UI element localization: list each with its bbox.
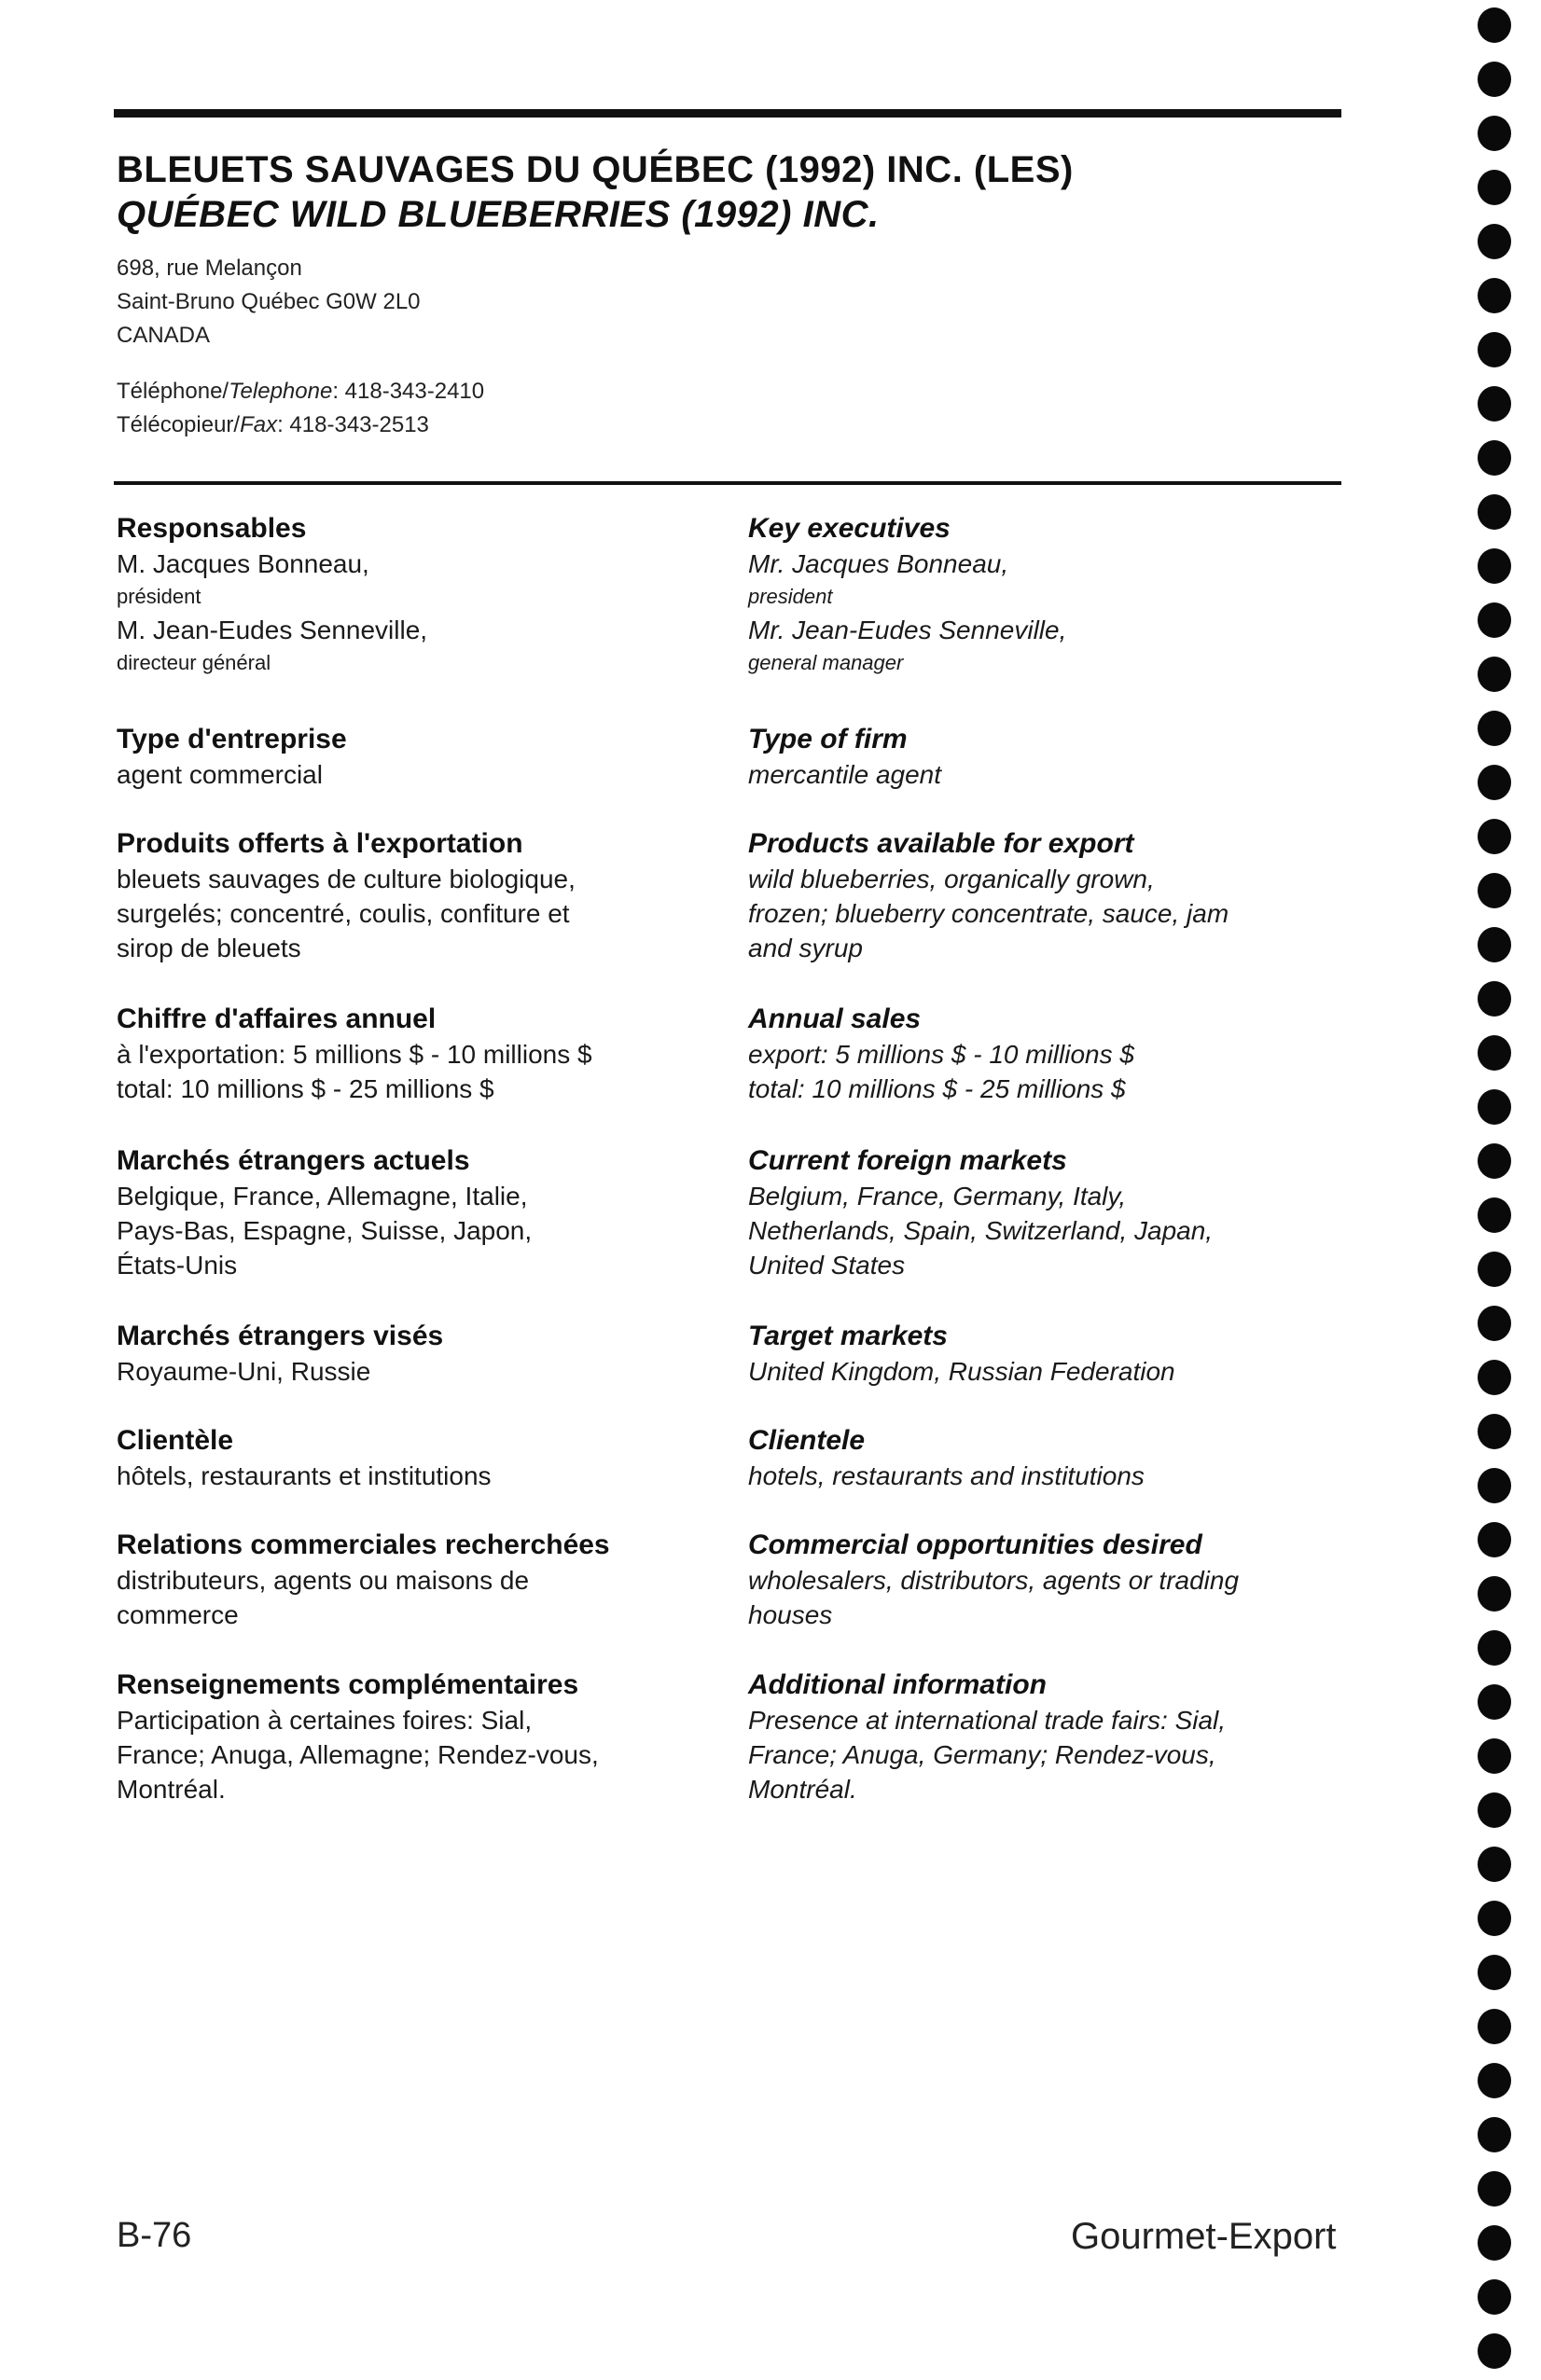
- en-section-line: houses: [748, 1600, 833, 1629]
- fr-section: [117, 1423, 751, 1493]
- fr-section-line: président: [117, 585, 201, 608]
- en-section-heading: Key executives: [748, 513, 951, 544]
- binding-hole: [1478, 116, 1511, 151]
- binding-hole: [1478, 927, 1511, 962]
- fr-section-line: M. Jacques Bonneau,: [117, 549, 369, 578]
- binding-hole: [1478, 1738, 1511, 1774]
- binding-hole: [1478, 765, 1511, 800]
- en-section-line: France; Anuga, Germany; Rendez-vous,: [748, 1740, 1216, 1769]
- en-section-line: Belgium, France, Germany, Italy,: [748, 1182, 1127, 1211]
- binding-hole: [1478, 2333, 1511, 2369]
- fr-section-line: sirop de bleuets: [117, 934, 301, 962]
- en-section-line: general manager: [748, 651, 904, 674]
- fr-section-line: surgelés; concentré, coulis, confiture et: [117, 899, 570, 928]
- fr-section-line: Pays-Bas, Espagne, Suisse, Japon,: [117, 1216, 533, 1245]
- binding-hole: [1478, 1847, 1511, 1882]
- fr-section-body: [117, 1563, 751, 1632]
- top-rule: [114, 109, 1341, 118]
- phone-value: : 418-343-2410: [332, 379, 485, 404]
- en-section: [748, 722, 1382, 792]
- en-section-body: [748, 862, 1382, 965]
- binding-hole: [1478, 2279, 1511, 2315]
- fr-section-body: [117, 757, 751, 792]
- binding-hole: [1478, 494, 1511, 530]
- binding-hole: [1478, 1901, 1511, 1936]
- binding-hole: [1478, 548, 1511, 584]
- binding-hole: [1478, 2117, 1511, 2152]
- en-section-line: Mr. Jean-Eudes Senneville,: [748, 616, 1067, 644]
- en-section-heading: Target markets: [748, 1321, 948, 1351]
- fr-section-heading: Produits offerts à l'exportation: [117, 828, 523, 859]
- fr-section-body: [117, 1703, 751, 1806]
- binding-holes: [1478, 0, 1515, 2380]
- binding-hole: [1478, 1684, 1511, 1720]
- binding-hole: [1478, 711, 1511, 746]
- fr-section-body: [117, 547, 751, 679]
- fr-section-line: à l'exportation: 5 millions $ - 10 millions $: [117, 1040, 592, 1069]
- phone-label-fr: Téléphone/: [117, 379, 229, 404]
- en-section-heading: Commercial opportunities desired: [748, 1529, 1202, 1560]
- fr-section-heading: Type d'entreprise: [117, 724, 347, 754]
- en-section-body: [748, 547, 1382, 679]
- binding-hole: [1478, 1089, 1511, 1125]
- fr-section: [117, 1319, 751, 1389]
- fr-section-heading: Relations commerciales recherchées: [117, 1529, 610, 1560]
- fr-section-body: [117, 862, 751, 965]
- binding-hole: [1478, 657, 1511, 692]
- company-name-fr: BLEUETS SAUVAGES DU QUÉBEC (1992) INC. (LES): [117, 149, 1074, 190]
- binding-hole: [1478, 1197, 1511, 1233]
- fr-section: [117, 1002, 751, 1106]
- binding-hole: [1478, 1414, 1511, 1449]
- binding-hole: [1478, 1035, 1511, 1071]
- binding-hole: [1478, 7, 1511, 43]
- binding-hole: [1478, 1360, 1511, 1395]
- fr-section-line: Participation à certaines foires: Sial,: [117, 1706, 533, 1735]
- contact-block: [117, 375, 484, 442]
- fr-section-heading: Marchés étrangers visés: [117, 1321, 444, 1351]
- binding-hole: [1478, 2063, 1511, 2098]
- en-section-line: Mr. Jacques Bonneau,: [748, 549, 1009, 578]
- en-section-body: [748, 1563, 1382, 1632]
- fr-section: [117, 1143, 751, 1282]
- en-section-heading: Additional information: [748, 1669, 1047, 1700]
- en-section: [748, 1423, 1382, 1493]
- fax-label-fr: Télécopieur/: [117, 412, 241, 437]
- address-country: CANADA: [117, 323, 211, 348]
- binding-hole: [1478, 1143, 1511, 1179]
- address-street: 698, rue Melançon: [117, 256, 302, 281]
- fr-section-line: France; Anuga, Allemagne; Rendez-vous,: [117, 1740, 599, 1769]
- en-section-body: [748, 1354, 1382, 1389]
- publication-title: Gourmet-Export: [1071, 2216, 1337, 2257]
- en-section: [748, 1667, 1382, 1806]
- fr-section-line: distributeurs, agents ou maisons de: [117, 1566, 530, 1595]
- en-section-line: wild blueberries, organically grown,: [748, 865, 1155, 893]
- en-section: [748, 826, 1382, 965]
- binding-hole: [1478, 62, 1511, 97]
- fr-section-heading: Chiffre d'affaires annuel: [117, 1003, 437, 1034]
- fr-section-heading: Responsables: [117, 513, 307, 544]
- fr-section: [117, 722, 751, 792]
- en-section-body: [748, 1179, 1382, 1282]
- fr-section-body: [117, 1037, 751, 1106]
- binding-hole: [1478, 2009, 1511, 2044]
- fr-section-heading: Clientèle: [117, 1425, 234, 1456]
- binding-hole: [1478, 386, 1511, 422]
- en-section-body: [748, 1459, 1382, 1493]
- fr-section-heading: Marchés étrangers actuels: [117, 1145, 470, 1176]
- phone-label-en: Telephone: [229, 379, 333, 404]
- binding-hole: [1478, 332, 1511, 367]
- en-section-line: mercantile agent: [748, 760, 942, 789]
- fr-section-line: agent commercial: [117, 760, 323, 789]
- fr-section-line: hôtels, restaurants et institutions: [117, 1461, 492, 1490]
- fr-section-line: Belgique, France, Allemagne, Italie,: [117, 1182, 528, 1211]
- en-section-line: Netherlands, Spain, Switzerland, Japan,: [748, 1216, 1214, 1245]
- fr-section-body: [117, 1354, 751, 1389]
- phone-line: [117, 375, 484, 408]
- address-block: [117, 252, 421, 353]
- en-section-line: frozen; blueberry concentrate, sauce, jam: [748, 899, 1229, 928]
- fr-section-line: directeur général: [117, 651, 271, 674]
- fr-section-body: [117, 1179, 751, 1282]
- fr-section-line: Montréal.: [117, 1775, 226, 1804]
- en-section-body: [748, 757, 1382, 792]
- binding-hole: [1478, 873, 1511, 908]
- fr-section-line: total: 10 millions $ - 25 millions $: [117, 1074, 494, 1103]
- binding-hole: [1478, 170, 1511, 205]
- en-section: [748, 511, 1382, 679]
- binding-hole: [1478, 278, 1511, 313]
- en-section-line: and syrup: [748, 934, 863, 962]
- binding-hole: [1478, 440, 1511, 476]
- fr-section-line: commerce: [117, 1600, 239, 1629]
- en-section-heading: Current foreign markets: [748, 1145, 1067, 1176]
- fr-section-line: bleuets sauvages de culture biologique,: [117, 865, 576, 893]
- fr-section-heading: Renseignements complémentaires: [117, 1669, 579, 1700]
- fr-section: [117, 826, 751, 965]
- en-section: [748, 1002, 1382, 1106]
- binding-hole: [1478, 2171, 1511, 2207]
- fr-section-line: Royaume-Uni, Russie: [117, 1357, 371, 1386]
- en-section: [748, 1528, 1382, 1632]
- binding-hole: [1478, 1306, 1511, 1341]
- company-name-en: QUÉBEC WILD BLUEBERRIES (1992) INC.: [117, 194, 880, 235]
- fr-section-line: M. Jean-Eudes Senneville,: [117, 616, 428, 644]
- en-section-line: United Kingdom, Russian Federation: [748, 1357, 1175, 1386]
- binding-hole: [1478, 1955, 1511, 1990]
- binding-hole: [1478, 1252, 1511, 1287]
- en-section-body: [748, 1037, 1382, 1106]
- page-number: B-76: [117, 2216, 192, 2255]
- en-section-line: total: 10 millions $ - 25 millions $: [748, 1074, 1126, 1103]
- en-section: [748, 1319, 1382, 1389]
- fax-label-en: Fax: [240, 412, 278, 437]
- en-section-line: president: [748, 585, 833, 608]
- binding-hole: [1478, 1792, 1511, 1828]
- binding-hole: [1478, 1468, 1511, 1503]
- en-section-heading: Type of firm: [748, 724, 908, 754]
- fr-section: [117, 1667, 751, 1806]
- section-rule: [114, 481, 1341, 485]
- en-section: [748, 1143, 1382, 1282]
- en-section-line: hotels, restaurants and institutions: [748, 1461, 1145, 1490]
- binding-hole: [1478, 819, 1511, 854]
- fax-value: : 418-343-2513: [277, 412, 429, 437]
- en-section-line: United States: [748, 1251, 906, 1280]
- en-section-heading: Products available for export: [748, 828, 1134, 859]
- en-section-heading: Annual sales: [748, 1003, 922, 1034]
- en-section-line: Montréal.: [748, 1775, 857, 1804]
- binding-hole: [1478, 224, 1511, 259]
- fr-section-body: [117, 1459, 751, 1493]
- fr-section: [117, 511, 751, 679]
- en-section-body: [748, 1703, 1382, 1806]
- binding-hole: [1478, 981, 1511, 1017]
- binding-hole: [1478, 2225, 1511, 2261]
- en-section-line: Presence at international trade fairs: Sial,: [748, 1706, 1227, 1735]
- binding-hole: [1478, 1576, 1511, 1612]
- fax-line: [117, 408, 484, 442]
- en-section-line: export: 5 millions $ - 10 millions $: [748, 1040, 1134, 1069]
- binding-hole: [1478, 1522, 1511, 1557]
- binding-hole: [1478, 602, 1511, 638]
- en-section-line: wholesalers, distributors, agents or trading: [748, 1566, 1240, 1595]
- address-city: Saint-Bruno Québec G0W 2L0: [117, 289, 421, 314]
- fr-section: [117, 1528, 751, 1632]
- en-section-heading: Clientele: [748, 1425, 866, 1456]
- fr-section-line: États-Unis: [117, 1251, 238, 1280]
- binding-hole: [1478, 1630, 1511, 1666]
